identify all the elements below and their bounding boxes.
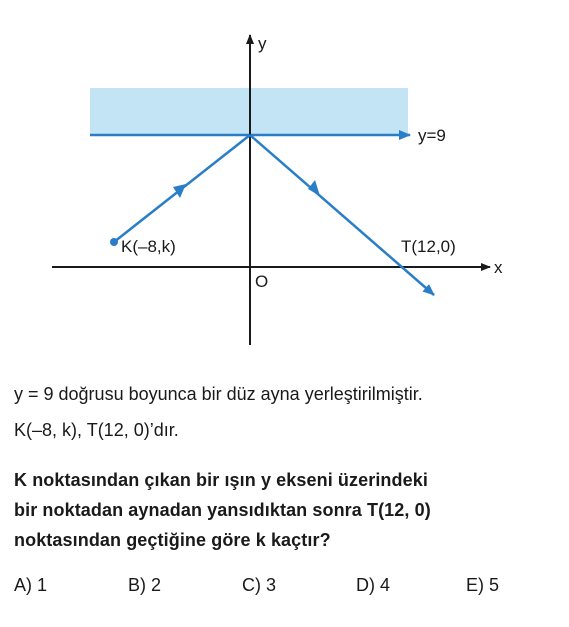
question-text xyxy=(14,465,559,555)
choice-e[interactable]: E) 5 xyxy=(466,575,500,595)
problem-statement xyxy=(14,379,559,445)
statement-line-2: K(–8, k), T(12, 0)’dır. xyxy=(14,420,179,440)
choice-c[interactable]: C) 3 xyxy=(242,575,277,595)
x-axis-label: x xyxy=(494,258,503,277)
y-axis-label: y xyxy=(258,34,267,53)
question-line-3: noktasından geçtiğine göre k kaçtır? xyxy=(14,530,331,550)
point-k-label: K(–8,k) xyxy=(121,237,176,256)
mirror-label: y=9 xyxy=(418,126,446,145)
incident-ray-arrow xyxy=(173,184,186,198)
statement-line-1: y = 9 doğrusu boyunca bir düz ayna yerleştirilmiştir. xyxy=(14,384,423,404)
reflected-ray xyxy=(250,135,434,295)
choice-d[interactable]: D) 4 xyxy=(356,575,391,595)
origin-label: O xyxy=(255,272,269,291)
point-k xyxy=(110,238,118,246)
question-line-1: K noktasından çıkan bir ışın y ekseni üzerindeki xyxy=(14,470,428,490)
point-t-label: T(12,0) xyxy=(401,237,456,256)
reflected-ray-arrow xyxy=(308,180,320,196)
answer-choices xyxy=(14,575,554,601)
choice-a[interactable]: A) 1 xyxy=(14,575,48,595)
choice-b[interactable]: B) 2 xyxy=(128,575,162,595)
question-line-2: bir noktadan aynadan yansıdıktan sonra T(12, 0) xyxy=(14,500,431,520)
